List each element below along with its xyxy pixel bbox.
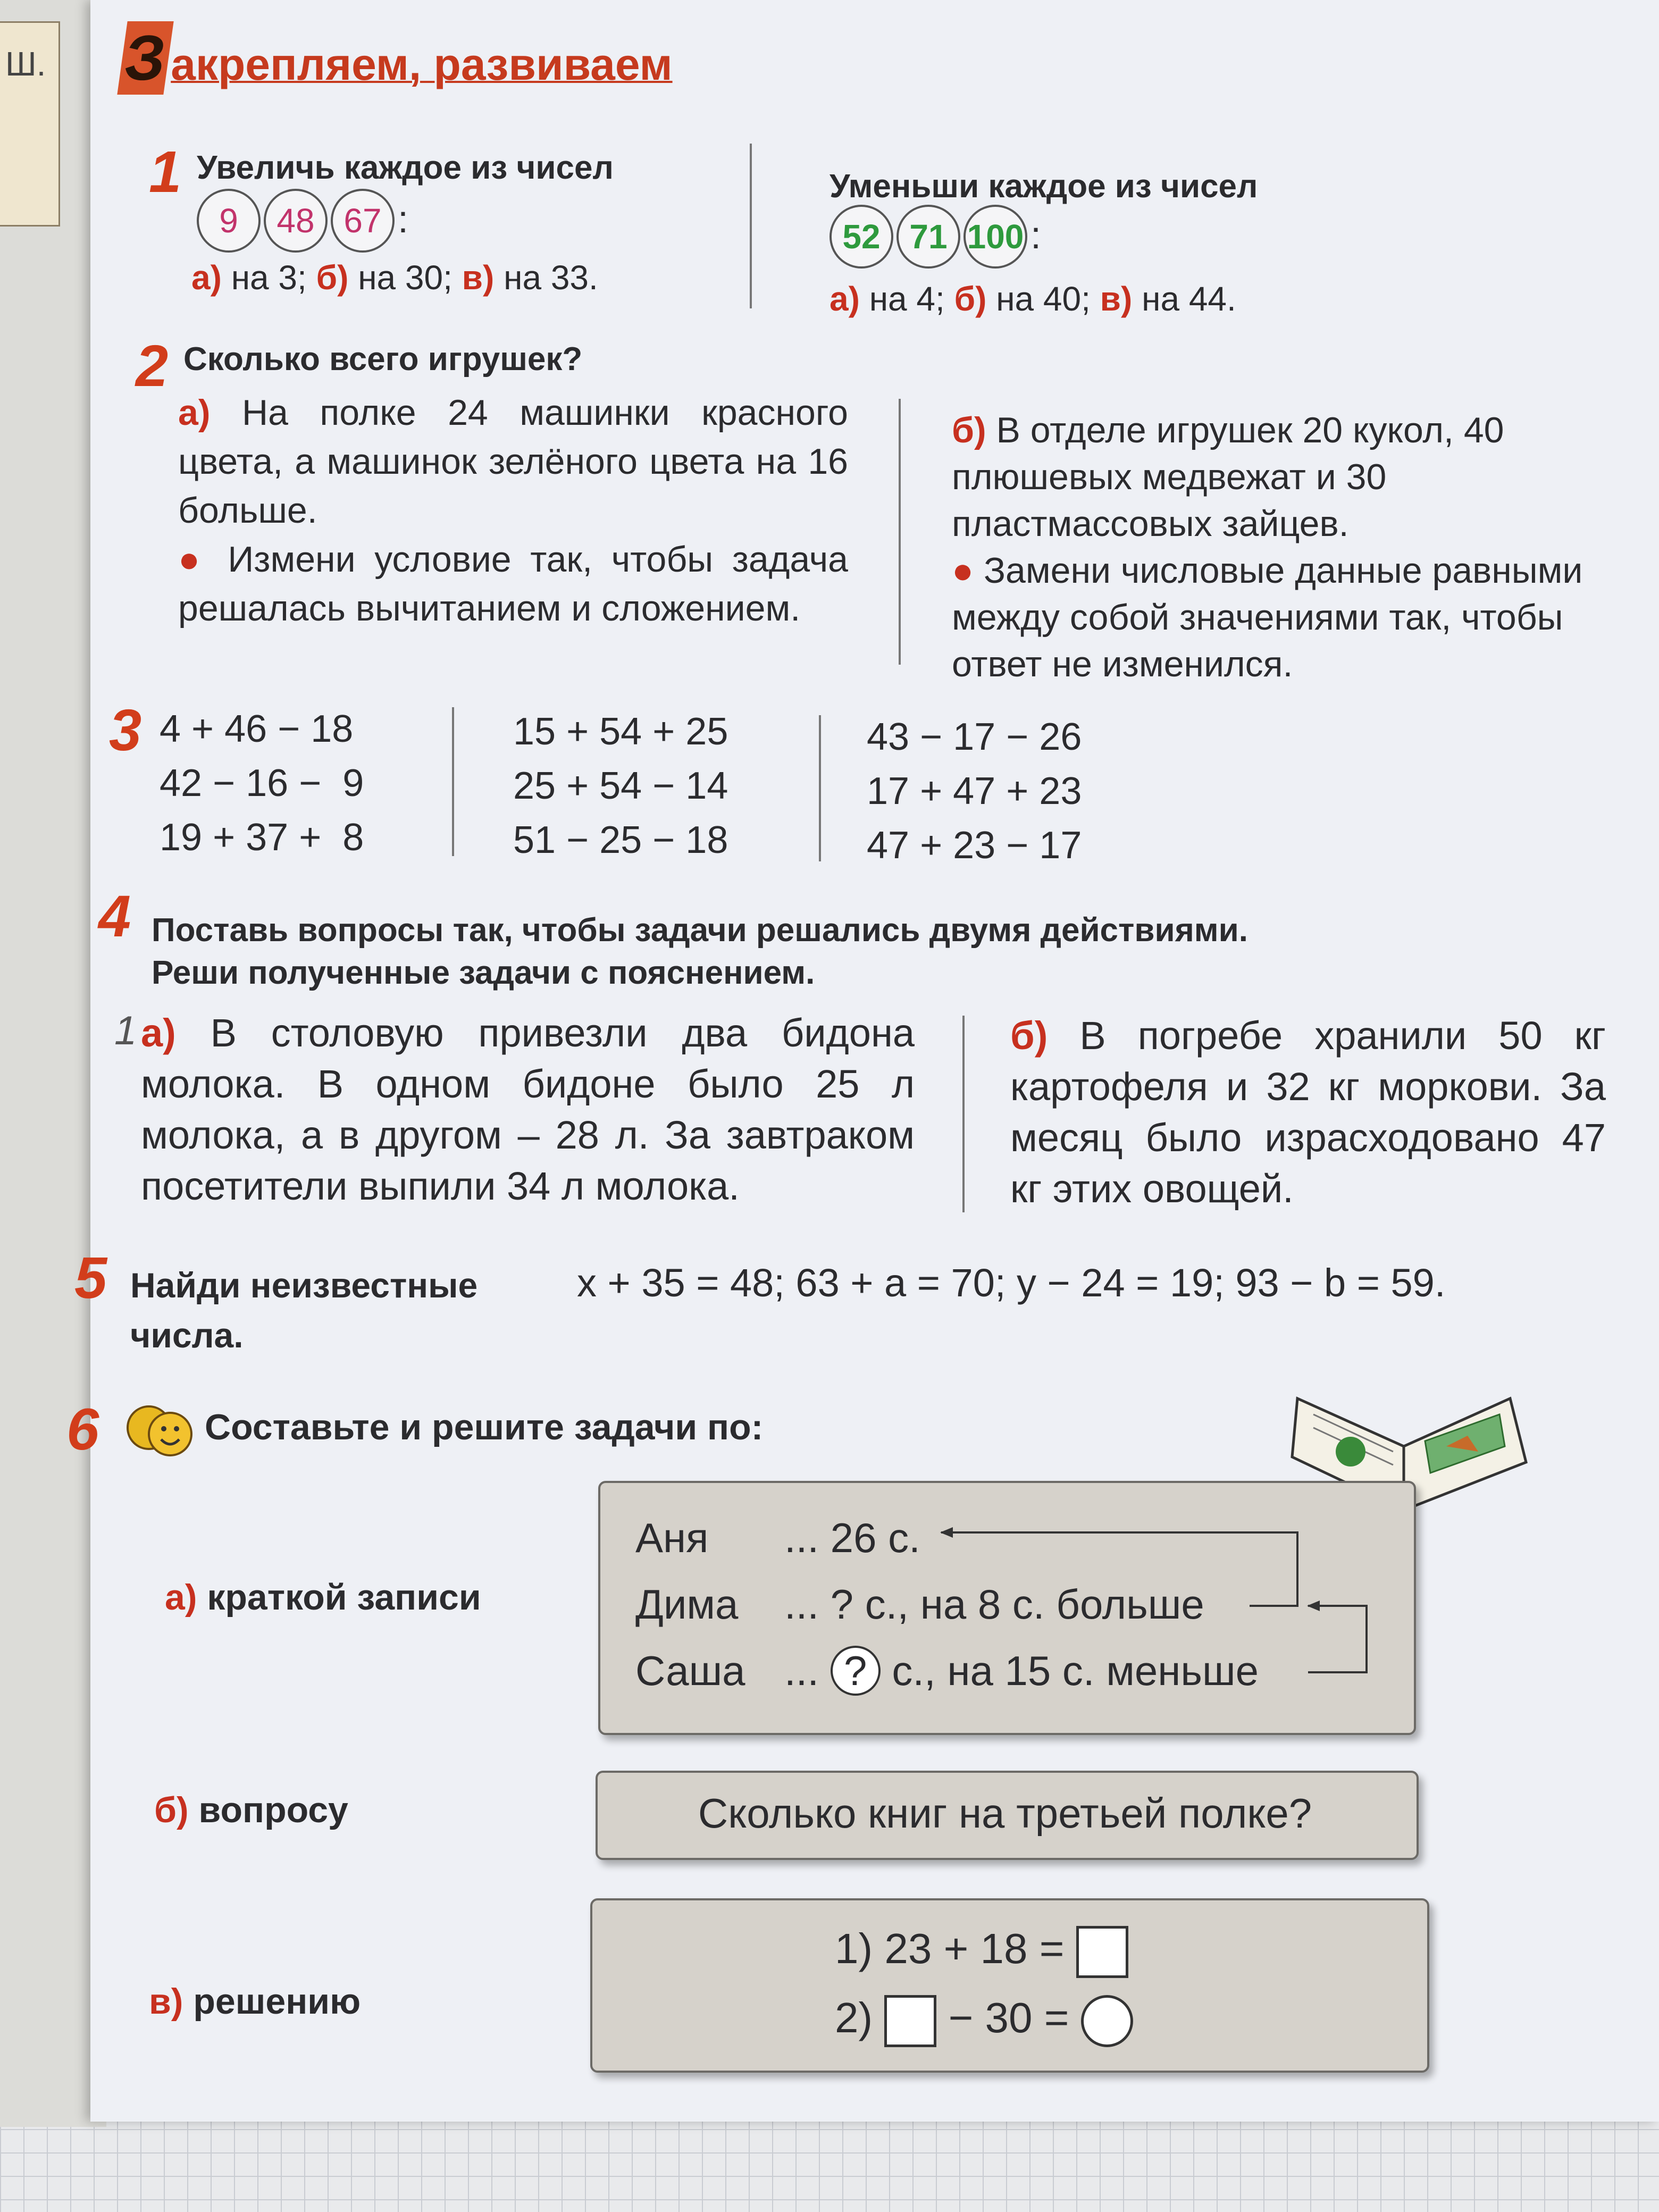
ex1-left-instruction: Увеличь каждое из чисел <box>197 149 614 186</box>
ex3-column-2: 15 + 54 + 25 25 + 54 − 14 51 − 25 − 18 <box>513 710 728 861</box>
handwritten-mark: 1 <box>114 1008 137 1053</box>
solution-line: 1) 23 + 18 = <box>835 1914 1133 1983</box>
exercise-2-number: 2 <box>136 333 169 399</box>
page-title <box>122 21 673 95</box>
divider <box>899 399 901 665</box>
number-circle: 48 <box>264 189 328 253</box>
ex1-left-options: а) на 3; б) на 30; в) на 33. <box>191 258 598 297</box>
divider <box>962 1016 965 1212</box>
ex2-title: Сколько всего игрушек? <box>183 341 583 378</box>
divider <box>452 707 454 856</box>
record-row: Аня ... 26 с. <box>635 1514 920 1561</box>
ex6-a-label: а) краткой записи <box>165 1577 481 1618</box>
divider <box>750 144 752 308</box>
exercise-5-number: 5 <box>74 1245 107 1311</box>
ex4-a-text: а) В столовую привезли два бидона молока. В одном бидоне было 25 л молока, а в другом – 28 л. За завтраком посетители выпили 34 л молока. <box>141 1011 915 1208</box>
number-circle: 9 <box>197 189 261 253</box>
number-circle: 52 <box>830 205 893 269</box>
ex2-b-text: б) В отделе игрушек 20 кукол, 40 плюшевых медвежат и 30 пластмассовых зайцев. ● Замени числовые данные равными между собой значениями так, чтобы ответ не изменился. <box>952 410 1583 684</box>
ex6-title: Составьте и решите задачи по: <box>205 1407 764 1447</box>
ex5-equations: x + 35 = 48; 63 + a = 70; y − 24 = 19; 93 − b = 59. <box>577 1261 1446 1305</box>
ex1-left-numbers: 9 48 67 : <box>197 189 408 253</box>
question-text: Сколько книг на третьей полке? <box>698 1790 1312 1837</box>
ex4-b-text: б) В погребе хранили 50 кг картофеля и 32 кг моркови. За месяц было израсходовано 47 кг этих овощей. <box>1010 1013 1606 1211</box>
ex3-column-3: 43 − 17 − 26 17 + 47 + 23 47 + 23 − 17 <box>867 716 1082 867</box>
relation-arrows <box>931 1521 1388 1680</box>
number-circle: 71 <box>896 205 960 269</box>
number-circle: 100 <box>963 205 1027 269</box>
ex5-title: Найди неизвестные числа. <box>130 1266 478 1355</box>
divider <box>819 715 821 861</box>
exercise-4-number: 4 <box>98 884 131 949</box>
solution-lines <box>835 1914 1133 2052</box>
exercise-1-number: 1 <box>149 139 182 205</box>
answer-circle <box>1081 1995 1133 2047</box>
exercise-6-number: 6 <box>66 1397 99 1462</box>
answer-square <box>1076 1926 1128 1978</box>
solution-line: 2) − 30 = <box>835 1983 1133 2052</box>
ex2-a-text: а) На полке 24 машинки красного цвета, а машинок зелёного цвета на 16 больше. ● Измени условие так, чтобы задача решалась вычитанием и сложением. <box>178 392 848 629</box>
question-circle: ? <box>831 1646 881 1696</box>
title-text: акрепляем, развиваем <box>171 39 673 89</box>
exercise-3-number: 3 <box>109 698 142 763</box>
ex6-c-label: в) решению <box>149 1981 361 2022</box>
ex4-instruction: Поставь вопросы так, чтобы задачи решались двумя действиями. Реши полученные задачи с пояснением. <box>152 912 1249 991</box>
record-row: Саша ... ? с., на 15 с. меньше <box>635 1638 1259 1704</box>
left-page-tab: Ш. <box>0 21 60 227</box>
pair-work-smiley-icon <box>125 1401 194 1460</box>
ex3-column-1: 4 + 46 − 18 42 − 16 − 9 19 + 37 + 8 <box>160 708 364 859</box>
title-cap-letter: З <box>117 21 174 95</box>
answer-square <box>884 1995 936 2047</box>
ex1-right-numbers: 52 71 100 : <box>830 205 1041 269</box>
record-row: Дима ... ? с., на 8 с. больше <box>635 1581 1204 1628</box>
number-circle: 67 <box>331 189 395 253</box>
ex6-b-label: б) вопросу <box>154 1790 348 1830</box>
ex1-right-options: а) на 4; б) на 40; в) на 44. <box>830 280 1236 318</box>
ex1-right-instruction: Уменьши каждое из чисел <box>830 168 1258 205</box>
